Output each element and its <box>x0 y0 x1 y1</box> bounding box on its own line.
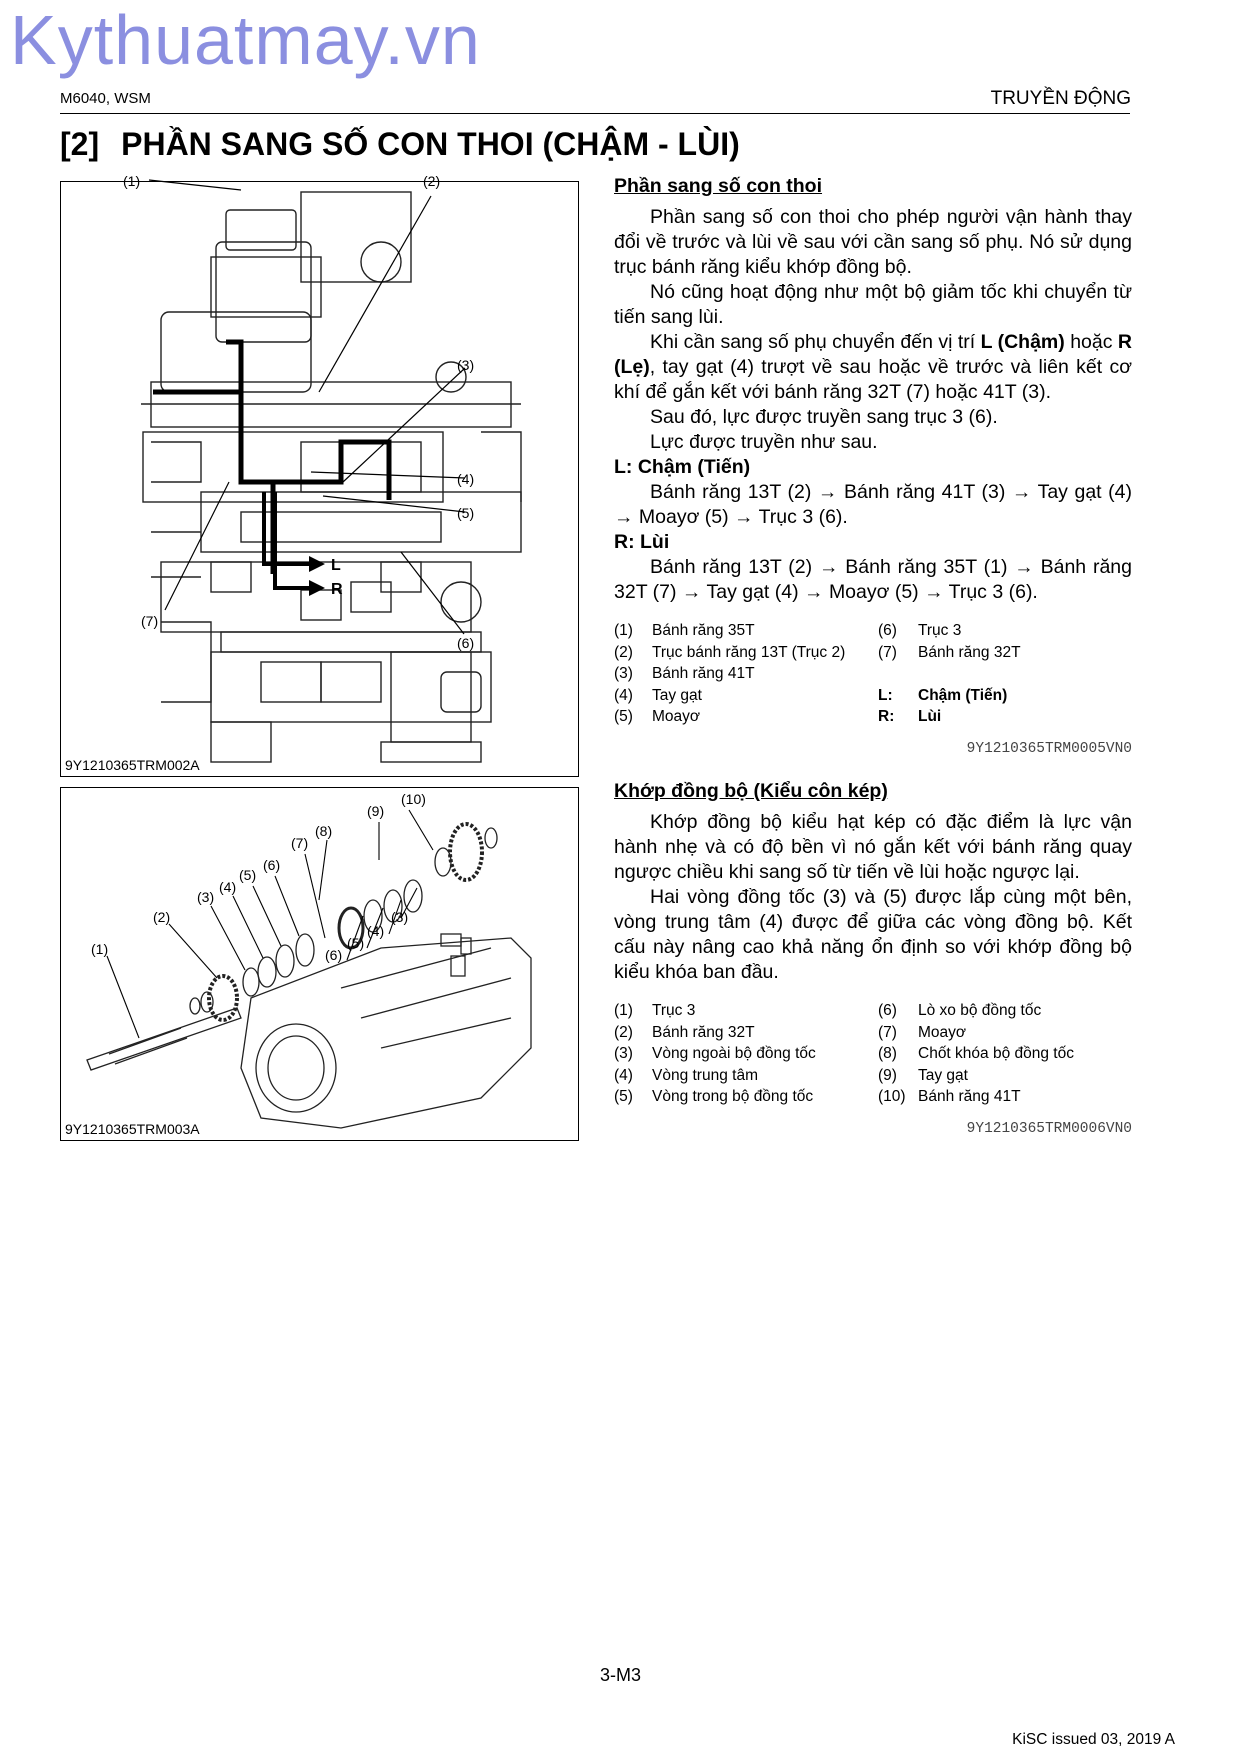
fig1-callout-7: (7) <box>141 613 159 629</box>
fig1-arrow-label-l: L <box>331 557 341 574</box>
figure-2-drawing <box>61 788 578 1140</box>
fig2-callout-5: (5) <box>239 867 257 883</box>
fig1-callout-5: (5) <box>457 505 475 521</box>
legend-key: (6) <box>878 622 897 639</box>
fig2-callout-7: (7) <box>291 835 309 851</box>
block2-para-1: Khớp đồng bộ kiểu hạt kép có đặc điểm là lực vận hành nhẹ và có độ bền vì nó gắn kết với bánh răng quay ngược chiều khi sang số từ tiến về lùi hoặc ngược lại. <box>614 811 1132 883</box>
text-block-shuttle <box>614 174 1132 762</box>
block1-para-3d: R (Lẹ) <box>614 331 1132 378</box>
legend-value: Chậm (Tiến) <box>918 686 1008 704</box>
block1-sub-l: L: Chậm (Tiến) <box>614 456 751 478</box>
fig1-callout-4: (4) <box>457 471 475 487</box>
legend-key: (9) <box>878 1066 897 1084</box>
legend-value: Bánh răng 41T <box>652 665 755 682</box>
legend-key: R: <box>878 708 895 725</box>
legend-value: Trục 3 <box>918 622 962 639</box>
legend-key: (5) <box>614 1088 633 1105</box>
legend-value <box>918 664 1025 686</box>
legend-key: (10) <box>878 1088 906 1105</box>
fig1-callout-2: (2) <box>423 173 441 189</box>
legend-key: (5) <box>614 708 633 725</box>
fig1-callout-1: (1) <box>123 173 141 189</box>
header-chapter: TRUYỀN ĐỘNG <box>990 88 1131 109</box>
figure-1-code: 9Y1210365TRM002A <box>65 757 200 773</box>
legend-row <box>614 1044 1078 1066</box>
page-number: 3-M3 <box>599 1665 641 1685</box>
fig2-callout-2: (2) <box>153 909 171 925</box>
figure-1 <box>60 173 579 777</box>
header-model: M6040, WSM <box>60 90 151 107</box>
section-title <box>60 126 740 163</box>
block2-legend <box>614 1001 1078 1109</box>
block2-para-2: Hai vòng đồng tốc (3) và (5) được lắp cùng một bên, vòng trung tâm (4) được để giữa các vòng đồng bộ. Kết cấu này nâng cao khả năng ổn định so với khớp đồng bộ kiểu khóa ban đầu. <box>614 886 1132 983</box>
section-title-text: PHẦN SANG SỐ CON THOI (CHẬM - LÙI) <box>121 126 740 162</box>
legend-value: Lùi <box>918 708 942 725</box>
legend-key: (3) <box>614 1045 633 1062</box>
block1-code: 9Y1210365TRM0005VN0 <box>966 740 1132 757</box>
block1-para-1: Phần sang số con thoi cho phép người vận hành thay đổi về trước và lùi về sau với cần sang số phụ. Nó sử dụng trục bánh răng kiểu khớp đồng bộ. <box>614 206 1132 278</box>
legend-row <box>614 686 1025 708</box>
legend-value: Vòng ngoài bộ đồng tốc <box>652 1045 816 1062</box>
legend-value: Vòng trung tâm <box>652 1066 758 1084</box>
legend-key: L: <box>878 686 893 704</box>
legend-key: (6) <box>878 1002 897 1019</box>
legend-value: Bánh răng 32T <box>918 643 1021 661</box>
block1-legend <box>614 621 1025 729</box>
fig2-callout-6b: (6) <box>325 947 343 963</box>
legend-key: (8) <box>878 1045 897 1062</box>
legend-key: (4) <box>614 1066 633 1084</box>
block1-path-l: Bánh răng 13T (2) → Bánh răng 41T (3) → Tay gạt (4) → Moayơ (5) → Trục 3 (6). <box>614 481 1132 528</box>
fig2-callout-4: (4) <box>219 879 237 895</box>
section-number: [2] <box>60 126 100 162</box>
legend-value: Bánh răng 35T <box>652 622 755 639</box>
legend-value: Lò xo bộ đồng tốc <box>918 1002 1042 1019</box>
legend-value: Tay gạt <box>918 1066 968 1084</box>
block1-sub-r: R: Lùi <box>614 531 670 553</box>
header-rule <box>60 113 1130 114</box>
legend-row <box>614 1001 1078 1023</box>
block1-para-2: Nó cũng hoạt động như một bộ giảm tốc khi chuyển từ tiến sang lùi. <box>614 281 1132 328</box>
fig2-callout-9: (9) <box>367 803 385 819</box>
text-block-synchronizer <box>614 779 1132 1142</box>
block2-code: 9Y1210365TRM0006VN0 <box>966 1120 1132 1137</box>
fig2-callout-8: (8) <box>315 823 333 839</box>
legend-row <box>614 621 1025 643</box>
block2-heading: Khớp đồng bộ (Kiểu côn kép) <box>614 780 888 802</box>
fig2-callout-3: (3) <box>197 889 215 905</box>
legend-value: Trục bánh răng 13T (Trục 2) <box>652 643 846 661</box>
fig2-callout-1: (1) <box>91 941 109 957</box>
legend-key: (4) <box>614 686 633 704</box>
legend-key: (2) <box>614 643 633 661</box>
legend-value: Vòng trong bộ đồng tốc <box>652 1088 814 1105</box>
legend-key: (1) <box>614 1002 633 1019</box>
block1-para-3e: , tay gạt (4) trượt về sau hoặc về trước và liên kết cơ khí để gắn kết với bánh răng 32T (7) hoặc 41T (3). <box>614 356 1132 403</box>
figure-2 <box>60 787 579 1141</box>
legend-key: (7) <box>878 643 897 661</box>
legend-value: Moayơ <box>918 1023 967 1041</box>
block1-para-4: Sau đó, lực được truyền sang trục 3 (6). <box>650 406 998 428</box>
fig1-callout-6: (6) <box>457 635 475 651</box>
legend-key: (2) <box>614 1023 633 1041</box>
fig2-callout-6: (6) <box>263 857 281 873</box>
legend-key: (7) <box>878 1023 897 1041</box>
fig2-callout-5b: (5) <box>347 935 365 951</box>
legend-row <box>614 643 1025 665</box>
legend-value: Tay gạt <box>652 686 702 704</box>
legend-row <box>614 664 1025 686</box>
block1-para-3a: Khi cần sang số phụ chuyển đến vị trí <box>650 331 981 353</box>
block1-para-3 <box>614 330 1132 405</box>
legend-value: Chốt khóa bộ đồng tốc <box>918 1045 1074 1062</box>
legend-value: Bánh răng 32T <box>652 1023 755 1041</box>
issue-note: KiSC issued 03, 2019 A <box>1012 1731 1175 1748</box>
legend-value: Moayơ <box>652 708 701 725</box>
legend-row <box>614 1087 1078 1109</box>
legend-key: (1) <box>614 622 633 639</box>
legend-row <box>614 1023 1078 1045</box>
block1-para-5: Lực được truyền như sau. <box>650 431 878 453</box>
figure-1-drawing <box>61 173 578 776</box>
fig1-arrow-label-r: R <box>331 581 343 598</box>
figure-2-code: 9Y1210365TRM003A <box>65 1121 200 1137</box>
legend-key: (3) <box>614 665 633 682</box>
block1-path-r: Bánh răng 13T (2) → Bánh răng 35T (1) → Bánh răng 32T (7) → Tay gạt (4) → Moayơ (5) → Trục 3 (6). <box>614 556 1132 603</box>
legend-row <box>614 1066 1078 1088</box>
fig2-callout-10: (10) <box>401 791 426 807</box>
block1-para-3c: hoặc <box>1064 331 1118 353</box>
legend-key <box>878 664 918 686</box>
block1-heading: Phần sang số con thoi <box>614 175 823 197</box>
watermark: Kythuatmay.vn <box>10 1 481 79</box>
fig1-callout-3: (3) <box>457 357 475 373</box>
legend-row <box>614 707 1025 729</box>
fig2-callout-3b: (3) <box>391 909 409 925</box>
fig2-callout-4b: (4) <box>367 923 385 939</box>
block1-para-3b: L (Chậm) <box>980 331 1065 353</box>
legend-value: Trục 3 <box>652 1002 696 1019</box>
legend-value: Bánh răng 41T <box>918 1088 1021 1105</box>
